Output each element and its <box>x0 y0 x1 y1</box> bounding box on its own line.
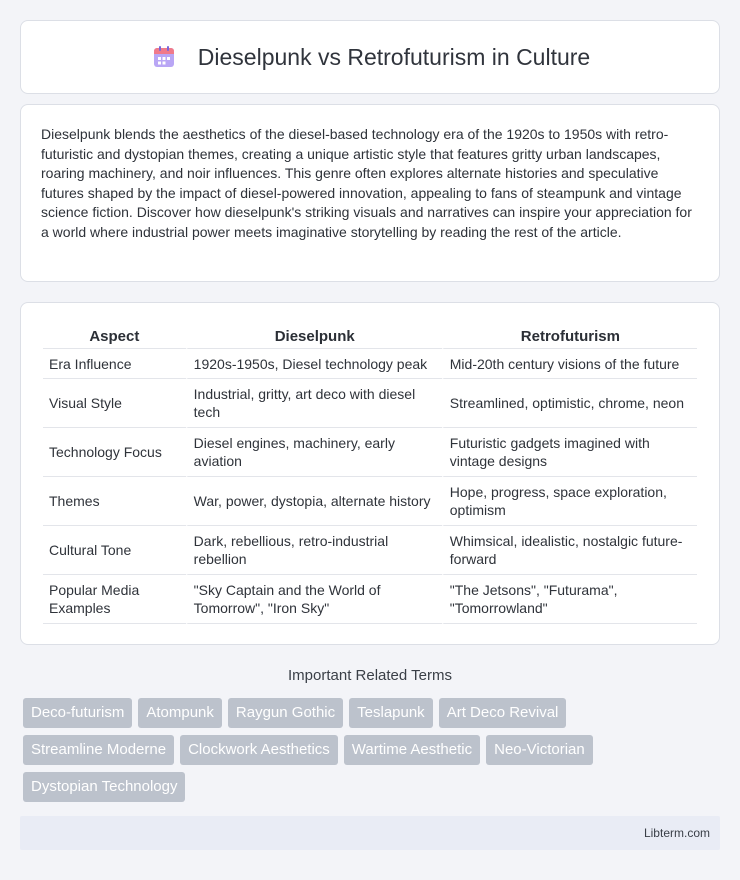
related-term-tag[interactable]: Atompunk <box>138 698 222 728</box>
cell-dieselpunk: Industrial, gritty, art deco with diesel tech <box>186 379 442 428</box>
cell-retrofuturism: Whimsical, idealistic, nostalgic future-forward <box>442 526 697 575</box>
related-term-tag[interactable]: Neo-Victorian <box>486 735 593 765</box>
cell-aspect: Era Influence <box>43 349 186 379</box>
cell-retrofuturism: "The Jetsons", "Futurama", "Tomorrowland" <box>442 575 697 624</box>
intro-text: Dieselpunk blends the aesthetics of the diesel-based technology era of the 1920s to 1950s with retro-futuristic and dystopian themes, creating a unique artistic style that features gritty urban landscapes, roaring machinery, and noir influences. This genre often explores alternate histories and speculative futures shaped by the impact of diesel-powered innovation, appealing to fans of steampunk and vintage science fiction. Discover how dieselpunk's striking visuals and narratives can inspire your appreciation for a world where industrial power meets imaginative storytelling by reading the rest of the article. <box>41 126 692 240</box>
cell-aspect: Visual Style <box>43 379 186 428</box>
cell-dieselpunk: Dark, rebellious, retro-industrial rebellion <box>186 526 442 575</box>
page-title: Dieselpunk vs Retrofuturism in Culture <box>197 43 591 70</box>
table-row <box>43 526 697 575</box>
related-term-tag[interactable]: Streamline Moderne <box>23 735 174 765</box>
related-term-tag[interactable]: Clockwork Aesthetics <box>180 735 338 765</box>
column-header-dieselpunk: Dieselpunk <box>186 323 442 349</box>
cell-aspect: Themes <box>43 477 186 526</box>
related-term-tag[interactable]: Wartime Aesthetic <box>344 735 480 765</box>
related-term-tag[interactable]: Dystopian Technology <box>23 772 185 802</box>
table-row <box>43 428 697 477</box>
footer-site-link[interactable]: Libterm.com <box>643 826 710 840</box>
footer <box>20 816 720 850</box>
calendar-icon <box>150 43 178 71</box>
related-term-tag[interactable]: Teslapunk <box>349 698 433 728</box>
related-term-tag[interactable]: Raygun Gothic <box>228 698 343 728</box>
comparison-table-card <box>20 302 720 645</box>
cell-dieselpunk: "Sky Captain and the World of Tomorrow", "Iron Sky" <box>186 575 442 624</box>
related-term-tag[interactable]: Deco-futurism <box>23 698 132 728</box>
column-header-retrofuturism: Retrofuturism <box>442 323 697 349</box>
table-header-row <box>43 323 697 349</box>
cell-retrofuturism: Hope, progress, space exploration, optimism <box>442 477 697 526</box>
cell-aspect: Cultural Tone <box>43 526 186 575</box>
cell-aspect: Popular Media Examples <box>43 575 186 624</box>
related-term-tag[interactable]: Art Deco Revival <box>439 698 567 728</box>
cell-dieselpunk: 1920s-1950s, Diesel technology peak <box>186 349 442 379</box>
table-row <box>43 575 697 624</box>
related-terms-list <box>23 698 723 802</box>
header-card <box>20 20 720 94</box>
cell-retrofuturism: Mid-20th century visions of the future <box>442 349 697 379</box>
table-row <box>43 379 697 428</box>
comparison-table <box>43 323 697 624</box>
table-row <box>43 349 697 379</box>
cell-retrofuturism: Streamlined, optimistic, chrome, neon <box>442 379 697 428</box>
cell-aspect: Technology Focus <box>43 428 186 477</box>
intro-card <box>20 104 720 282</box>
table-row <box>43 477 697 526</box>
cell-retrofuturism: Futuristic gadgets imagined with vintage designs <box>442 428 697 477</box>
related-terms-title: Important Related Terms <box>288 667 452 684</box>
cell-dieselpunk: Diesel engines, machinery, early aviation <box>186 428 442 477</box>
cell-dieselpunk: War, power, dystopia, alternate history <box>186 477 442 526</box>
column-header-aspect: Aspect <box>43 323 186 349</box>
